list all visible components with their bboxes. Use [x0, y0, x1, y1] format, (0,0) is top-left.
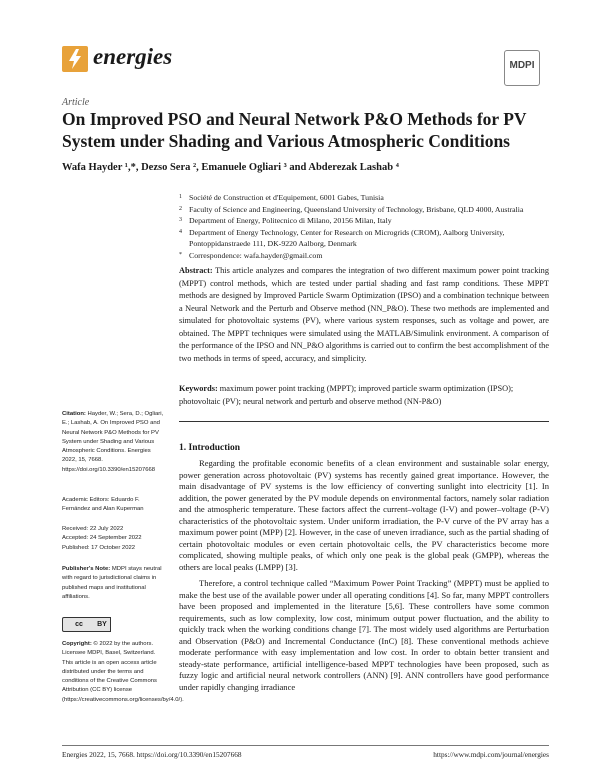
correspondence: * Correspondence: wafa.hayder@gmail.com: [179, 250, 323, 260]
divider: [179, 421, 549, 422]
keywords: [179, 383, 549, 408]
body-text: [179, 458, 549, 693]
footer-journal-link[interactable]: https://www.mdpi.com/journal/energies: [433, 750, 549, 759]
academic-editors: Academic Editors: Eduardo F. Fernández and Alan Kuperman: [62, 497, 144, 513]
footer-divider: [62, 745, 549, 746]
keywords-label: Keywords:: [179, 384, 218, 393]
section-heading: 1. Introduction: [179, 443, 241, 453]
affiliations: [179, 192, 549, 262]
affiliation-item: 4 Department of Energy Technology, Center for Research on Microgrids (CROM), Aalborg University, Pontoppidanstraede 111, DK-9220 Aalborg, Denmark: [179, 227, 505, 249]
affiliation-item: 2 Faculty of Science and Engineering, Queensland University of Technology, Brisbane, QLD 4000, Australia: [179, 204, 524, 214]
paragraph: Regarding the profitable economic benefits of a clean environment and sustainable solar energy, power generation across photovoltaic (PV) systems has recently gained great importance. However, the main disadvantage of PV systems is the low efficiency of converting sunlight into electricity [1]. In addition, the power generated by the PV module depends on environmental factors, namely solar radiation and the atmospheric temperature. These factors affect the current–voltage (I-V) and power–voltage (P-V) characteristics of the photovoltaic system. Under uniform irradiation, the P-V curve of the PV array has a maximum power point (MPP) [2]. However, in the case of uneven irradiance, such as the partial shading of certain photovoltaic modules or even certain photovoltaic cells, the PV characteristics become more complicated, showing multiple peaks, of which only one peak is the global peak (GMPP), whereas the others are local peaks (LMPP) [3].: [179, 458, 549, 572]
abstract: [179, 265, 549, 365]
keywords-text: maximum power point tracking (MPPT); improved particle swarm optimization (IPSO); photovoltaic (PV); neural network and perturb and observe method (NN-P&O): [179, 384, 514, 406]
paragraph: Therefore, a control technique called “Maximum Power Point Tracking” (MPPT) must be applied to make the best use of the available power under all operating conditions [4]. So far, many MPPT controllers have been proposed and implemented in the literature [5,6]. These controllers have some common requirements, such as low complexity, low cost, minimum output power fluctuation, and the ability to quickly track when the working conditions change [7]. The most widely used algorithms are Perturbation and Observation (P&O) and Incremental Conductance (InC) [8]. These conventional methods achieve moderate performance with easy implementation and low cost. In order to obtain better transient and steady-state performance, artificial intelligence-based MPPT technologies have been proposed, such as fuzzy logic and artificial neural network controllers (ANN) [9]. ANN controllers have good performance under rapidly changing irradiance: [179, 578, 549, 692]
cc-license-icon: cc: [62, 617, 96, 632]
author-list: Wafa Hayder ¹,*, Dezso Sera ², Emanuele Ogliari ³ and Abderezak Lashab ⁴: [62, 162, 399, 173]
footer-citation: Energies 2022, 15, 7668. https://doi.org/10.3390/en15207668: [62, 750, 242, 759]
affiliation-item: 3 Department of Energy, Politecnico di Milano, 20156 Milan, Italy: [179, 216, 392, 226]
citation: Citation: Hayder, W.; Sera, D.; Ogliari, E.; Lashab, A. On Improved PSO and Neural Network P&O Methods for PV System under Shading and Various Atmospheric Conditions. Energies 2022, 15, 7668. https://doi.org/10.3390/en15207668: [62, 411, 164, 473]
publishers-note: Publisher's Note: MDPI stays neutral with regard to jurisdictional claims in published maps and institutional affiliations.: [62, 566, 162, 600]
dates: Received: 22 July 2022 Accepted: 24 September 2022 Published: 17 October 2022: [62, 526, 142, 551]
journal-name: energies: [93, 44, 173, 69]
publisher-name: MDPI: [509, 60, 535, 71]
abstract-label: Abstract:: [179, 266, 213, 275]
journal-logo-icon: [62, 46, 88, 72]
affiliation-item: 1 Société de Construction et d'Equipement, 6001 Gabes, Tunisia: [179, 193, 384, 202]
article-type: Article: [62, 97, 90, 108]
by-license-icon: BY: [94, 617, 111, 632]
article-title: On Improved PSO and Neural Network P&O Methods for PV System under Shading and Various Atmospheric Conditions: [62, 109, 527, 151]
copyright: Copyright: © 2022 by the authors. Licensee MDPI, Basel, Switzerland. This article is an open access article distributed under the terms and conditions of the Creative Commons Attribution (CC BY) license (https://creativecommons.org/licenses/by/4.0/).: [62, 641, 184, 703]
abstract-text: This article analyzes and compares the integration of two different maximum power point tracking (MPPT) control methods, which are tested under partial shading and fast ramp conditions. These MPPT methods are designed by Improved Particle Swarm Optimization (IPSO) and a combination technique between a Neural Network and the Perturb and Observe method (NN_P&O). These two methods are implemented and simulated for photovoltaic systems (PV), where various system responses, such as voltage and power, are obtained. The MPPT techniques were simulated using the MATLAB/Simulink environment. A comparison of the performance of the IPSO and NN_P&O algorithms is carried out to confirm the best accomplishment of the two methods in terms of speed, accuracy, and simplicity.: [179, 266, 549, 363]
